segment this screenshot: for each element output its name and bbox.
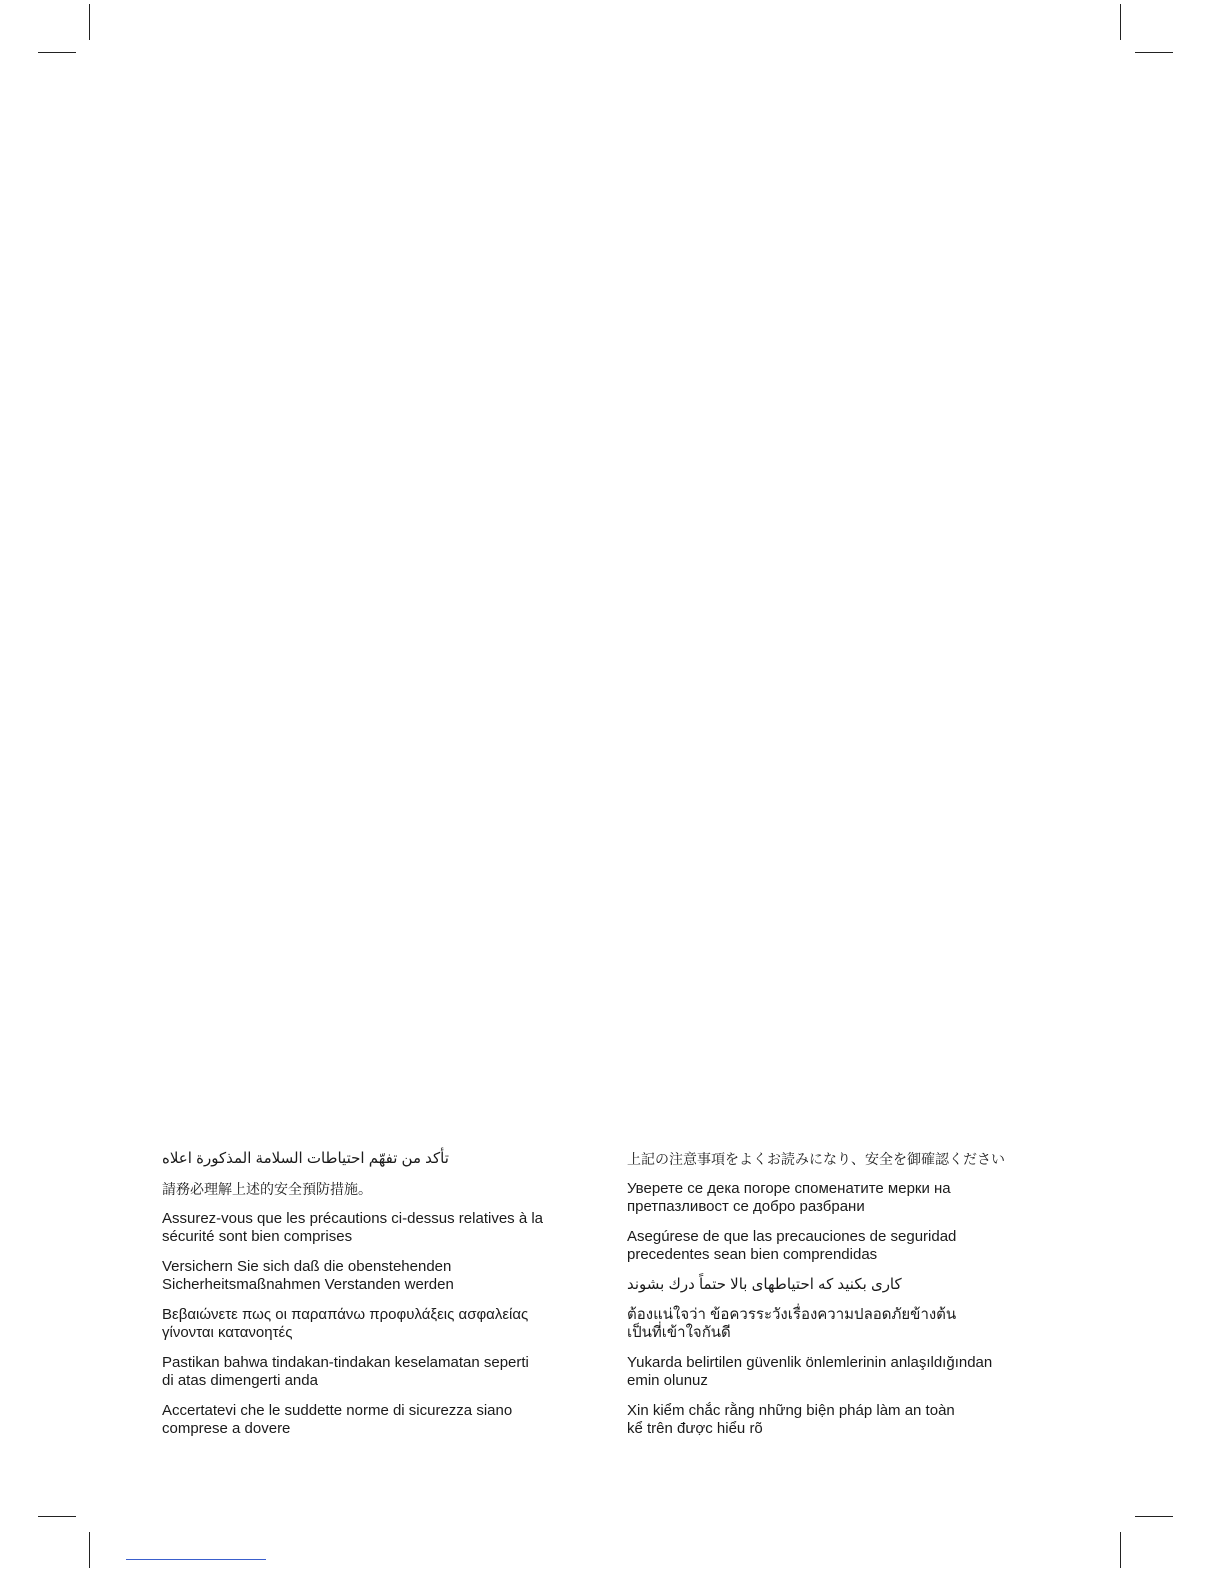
notice-thai: ต้องแน่ใจว่า ข้อควรระวังเรื่องความปลอดภัยข้างต้น เป็นที่เข้าใจกันดี — [627, 1306, 957, 1341]
notice-arabic: تأكد من تفهّم احتياطات السلامة المذكورة اعلاه — [162, 1150, 449, 1167]
crop-mark-bottom-right-vertical — [1120, 1532, 1121, 1568]
notice-macedonian: Уверете се дека погоре споменатите мерки на претпазливост се добро разбрани — [627, 1180, 951, 1215]
crop-mark-top-right-vertical — [1120, 4, 1121, 40]
crop-mark-top-left-horizontal — [38, 52, 76, 53]
notice-french: Assurez-vous que les précautions ci-dessus relatives à la sécurité sont bien comprises — [162, 1210, 544, 1245]
crop-mark-bottom-left-horizontal — [38, 1516, 76, 1517]
crop-mark-bottom-left-vertical — [89, 1532, 90, 1568]
footer-link-underline — [126, 1559, 266, 1560]
crop-mark-bottom-right-horizontal — [1135, 1516, 1173, 1517]
notice-indonesian: Pastikan bahwa tindakan-tindakan keselamatan seperti di atas dimengerti anda — [162, 1354, 529, 1389]
notice-greek: Βεβαιώνετε πως οι παραπάνω προφυλάξεις ασφαλείας γίνονται κατανοητές — [162, 1306, 529, 1341]
safety-notice-left-column — [162, 1150, 592, 1450]
notice-vietnamese: Xin kiểm chắc rằng những biện pháp làm an toàn kể trên được hiểu rõ — [627, 1402, 955, 1437]
safety-notice-right-column — [627, 1150, 1047, 1450]
notice-persian: كارى بكنيد كه احتياطهاى بالا حتماً درك بشوند — [627, 1276, 902, 1293]
notice-spanish: Asegúrese de que las precauciones de seguridad precedentes sean bien comprendidas — [627, 1228, 957, 1263]
notice-japanese: 上記の注意事項をよくお読みになり、安全を御確認ください — [627, 1151, 1005, 1167]
notice-german: Versichern Sie sich daß die obenstehenden Sicherheitsmaßnahmen Verstanden werden — [162, 1258, 454, 1293]
crop-mark-top-left-vertical — [89, 4, 90, 40]
crop-mark-top-right-horizontal — [1135, 52, 1173, 53]
notice-chinese: 請務必理解上述的安全預防措施。 — [162, 1181, 372, 1197]
notice-turkish: Yukarda belirtilen güvenlik önlemlerinin anlaşıldığından emin olunuz — [627, 1354, 993, 1389]
notice-italian: Accertatevi che le suddette norme di sicurezza siano comprese a dovere — [162, 1402, 513, 1437]
